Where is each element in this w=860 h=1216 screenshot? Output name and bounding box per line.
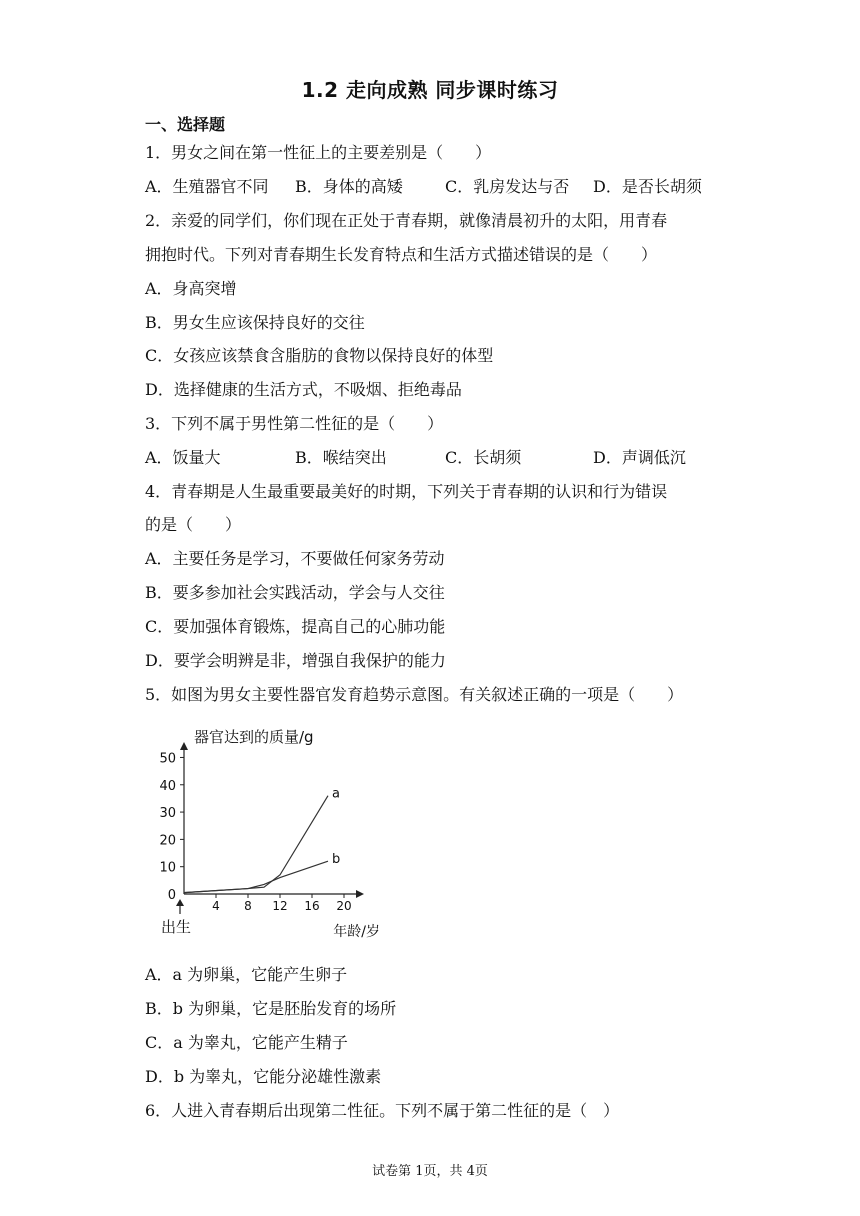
section-heading: 一、选择题 <box>145 115 226 134</box>
q1-option-d: D．是否长胡须 <box>593 177 702 196</box>
series-line-a <box>184 796 328 893</box>
q4-option-d: D．要学会明辨是非，增强自我保护的能力 <box>145 651 446 670</box>
birth-arrow-head <box>176 899 184 906</box>
q4-option-b: B．要多参加社会实践活动，学会与人交往 <box>145 583 445 602</box>
q4-option-c: C．要加强体育锻炼，提高自己的心肺功能 <box>145 617 446 636</box>
question-5-stem: 5．如图为男女主要性器官发育趋势示意图。有关叙述正确的一项是（ ） <box>145 685 684 704</box>
q5-option-d: D．b 为睾丸，它能分泌雄性激素 <box>145 1067 382 1086</box>
q1-option-b: B．身体的高矮 <box>295 177 403 196</box>
question-1-stem: 1．男女之间在第一性征上的主要差别是（ ） <box>145 143 492 162</box>
question-3-stem: 3．下列不属于男性第二性征的是（ ） <box>145 414 444 433</box>
y-tick-label: 30 <box>159 806 176 822</box>
x-tick-label: 16 <box>304 899 320 913</box>
series-label-b: b <box>332 852 341 868</box>
y-tick-label: 50 <box>159 751 176 767</box>
x-axis-label: 年龄/岁 <box>333 924 380 940</box>
series-label-a: a <box>332 786 340 802</box>
organ-growth-chart <box>140 718 390 943</box>
q2-option-d: D．选择健康的生活方式，不吸烟、拒绝毒品 <box>145 380 462 399</box>
x-axis-arrow <box>356 890 364 898</box>
y-axis-label: 器官达到的质量/g <box>194 728 314 746</box>
question-4-stem-line1: 4．青春期是人生最重要最美好的时期，下列关于青春期的认识和行为错误 <box>145 482 668 501</box>
page-title: 1.2 走向成熟 同步课时练习 <box>301 78 559 102</box>
q5-option-b: B．b 为卵巢，它是胚胎发育的场所 <box>145 999 397 1018</box>
x-tick-label: 12 <box>272 899 288 913</box>
y-tick-label: 0 <box>167 888 176 903</box>
x-tick-label: 4 <box>212 899 220 913</box>
q1-option-a: A．生殖器官不同 <box>145 177 269 196</box>
q2-option-b: B．男女生应该保持良好的交往 <box>145 313 365 332</box>
origin-label: 出生 <box>160 918 192 936</box>
y-tick-label: 10 <box>159 860 176 876</box>
y-axis-arrow <box>180 742 188 750</box>
q3-option-d: D．声调低沉 <box>593 448 686 467</box>
question-6-stem: 6．人进入青春期后出现第二性征。下列不属于第二性征的是（ ） <box>145 1101 620 1120</box>
y-tick-label: 20 <box>159 833 176 849</box>
q5-option-a: A．a 为卵巢，它能产生卵子 <box>145 965 348 984</box>
q2-option-a: A．身高突增 <box>145 279 237 298</box>
q3-option-c: C．长胡须 <box>445 448 522 467</box>
q3-option-a: A．饭量大 <box>145 448 221 467</box>
q1-option-c: C．乳房发达与否 <box>445 177 570 196</box>
page-footer: 试卷第 1页，共 4页 <box>372 1164 488 1179</box>
q4-option-a: A．主要任务是学习，不要做任何家务劳动 <box>145 549 445 568</box>
chart-root <box>159 728 380 940</box>
x-tick-label: 8 <box>244 899 252 913</box>
question-4-stem-line2: 的是（ ） <box>145 515 242 534</box>
question-2-stem-line1: 2．亲爱的同学们，你们现在正处于青春期，就像清晨初升的太阳，用青春 <box>145 211 668 230</box>
q5-option-c: C．a 为睾丸，它能产生精子 <box>145 1033 348 1052</box>
question-2-stem-line2: 拥抱时代。下列对青春期生长发育特点和生活方式描述错误的是（ ） <box>145 245 658 264</box>
x-tick-label: 20 <box>336 899 352 913</box>
q2-option-c: C．女孩应该禁食含脂肪的食物以保持良好的体型 <box>145 346 494 365</box>
q3-option-b: B．喉结突出 <box>295 448 387 467</box>
y-tick-label: 40 <box>159 778 176 794</box>
